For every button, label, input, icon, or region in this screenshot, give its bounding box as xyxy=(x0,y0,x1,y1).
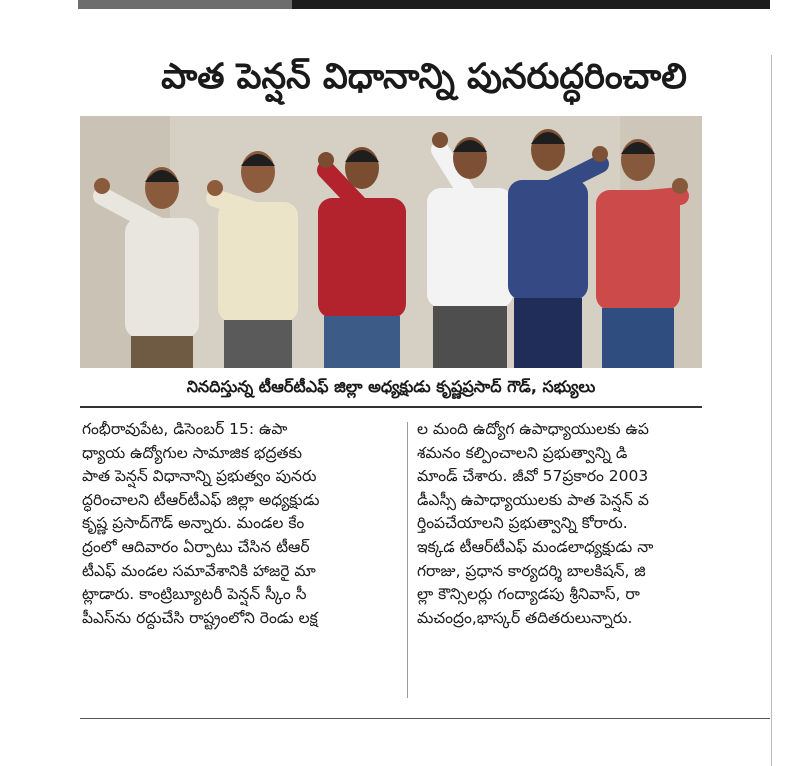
article-line: కృష్ణ ప్రసాద్‌గౌడ్ అన్నారు. మండల కేం xyxy=(82,514,305,533)
article-line: గరాజు, ప్రధాన కార్యదర్శి బాలకిషన్, జి xyxy=(417,561,646,580)
article-bottom-rule xyxy=(80,718,770,719)
article-line: టీఎఫ్ మండల సమావేశానికి హాజరై మా xyxy=(82,561,316,580)
article-line: శమనం కల్పించాలని ప్రభుత్వాన్ని డి xyxy=(417,443,628,462)
article-column-left xyxy=(82,418,382,630)
article-line: పీఎస్‌ను రద్దుచేసి రాష్ట్రంలోని రెండు లక్ష xyxy=(82,608,318,627)
article-line: డీఎస్సీ ఉపాధ్యాయులకు పాత పెన్షన్ వ xyxy=(417,490,649,509)
article-line: ర్తింపచేయాలని ప్రభుత్వాన్ని కోరారు. xyxy=(417,514,628,533)
header-bar-gray xyxy=(78,0,292,9)
article-column-right xyxy=(417,418,717,630)
photo-caption: నినదిస్తున్న టీఆర్‌టీఎఫ్ జిల్లా అధ్యక్షుడు కృష్ణప్రసాద్ గౌడ్, సభ్యులు xyxy=(186,377,596,396)
header-bar-black xyxy=(292,0,770,9)
group-photo-image xyxy=(80,116,702,368)
article-line: ధ్యాయ ఉద్యోగుల సామాజిక భద్రతకు xyxy=(82,443,302,462)
page-column-rule xyxy=(771,55,772,766)
article-line: మాండ్ చేశారు. జీవో 57ప్రకారం 2003 xyxy=(417,467,649,486)
article-line: ఇక్కడ టీఆర్‌టీఎఫ్ మండలాధ్యక్షుడు నా xyxy=(417,537,654,556)
news-photo xyxy=(80,116,702,368)
caption-underline xyxy=(80,406,702,408)
article-line: ట్లాడారు. కాంట్రిబ్యూటరీ పెన్షన్ స్కీం సీ xyxy=(82,585,307,604)
article-line: పాత పెన్షన్ విధానాన్ని ప్రభుత్వం పునరు xyxy=(82,467,317,486)
article-line: మచంద్రం,భాస్కర్ తదితరులున్నారు. xyxy=(417,608,633,627)
next-headline-cropped xyxy=(118,756,678,766)
article-headline: పాత పెన్షన్ విధానాన్ని పునరుద్ధరించాలి xyxy=(161,57,687,97)
article-line: ల్లా కౌన్సిలర్లు గంద్యాడపు శ్రీనివాస్, రా xyxy=(417,585,640,604)
article-line: ద్ధరించాలని టీఆర్‌టీఎఫ్ జిల్లా అధ్యక్షుడు xyxy=(82,490,320,509)
article-line: గంభీరావుపేట, డిసెంబర్ 15: ఉపా xyxy=(82,420,288,438)
column-divider xyxy=(407,422,408,698)
article-line: ద్రంలో ఆదివారం ఏర్పాటు చేసిన టీఆర్ xyxy=(82,537,310,556)
article-line: ల మంది ఉద్యోగ ఉపాధ్యాయులకు ఉప xyxy=(417,420,649,438)
